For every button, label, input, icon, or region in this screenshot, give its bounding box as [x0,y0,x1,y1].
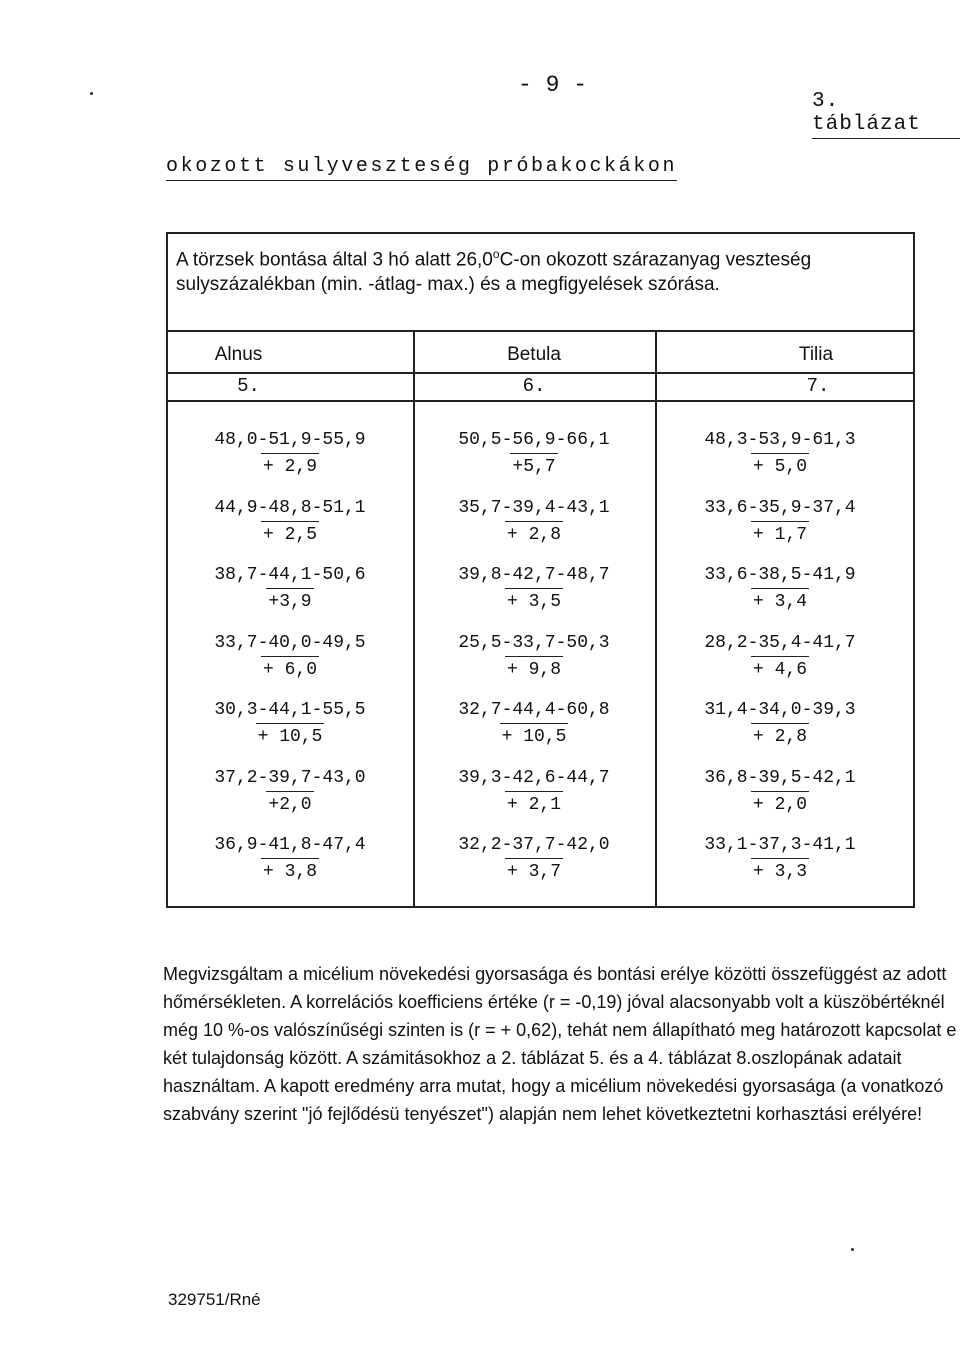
caption-pre: A törzsek bontása által 3 hó alatt 26,0 [176,249,493,271]
table-cell [660,495,900,548]
column-divider-2 [655,330,657,908]
cell-std-dev: + 10,5 [256,723,325,750]
column-name-alnus: Alnus [214,344,263,365]
table-cell [660,562,900,615]
cell-std-dev: + 2,0 [751,791,809,818]
cell-range: 39,8-42,7-48,7 [458,565,610,585]
cell-range: 37,2-39,7-43,0 [214,767,366,788]
cell-std-dev: +2,0 [266,791,313,818]
table-cell [660,630,900,683]
column-name-betula: Betula [507,344,561,365]
table-cell [170,427,410,480]
cell-range: 32,2-37,7-42,0 [458,835,610,855]
cell-range: 33,6-35,9-37,4 [704,497,856,518]
cell-range: 33,6-38,5-41,9 [704,565,856,585]
cell-range: 36,9-41,8-47,4 [214,835,366,855]
page-number: - 9 - [518,72,588,98]
body-paragraph: Megvizsgáltam a micélium növekedési gyorsasága és bontási erélye közötti összefüggést az adott hőmérsékleten. A korrelációs koefficiens értéke (r = -0,19) jóval alacsonyabb volt a küszöbértéknél még 10 %-os valószínűségi szinten is (r = + 0,62), tehát nem állapítható meg határozott kapcsolat e két tulajdonság között. A számitásokhoz a 2. táblázat 5. és a 4. táblázat 8.oszlopának adatait használtam. A kapott eredmény arra mutat, hogy a micélium növekedési gyorsasága (a vonatkozó szabvány szerint "jó fejlődésü tenyészet") alapján nem lehet következtetni korhasztási erélyére! [163,964,957,1124]
cell-std-dev: + 1,7 [751,521,809,548]
table-cell [414,427,654,480]
cell-std-dev: + 2,8 [751,723,809,750]
table-cell [414,832,654,885]
cell-range: 44,9-48,8-51,1 [214,497,366,518]
table-caption [176,242,906,297]
divider-names [166,372,915,374]
cell-std-dev: + 2,1 [505,791,563,818]
table-cell [660,697,900,750]
table-cell [414,562,654,615]
cell-range: 36,8-39,5-42,1 [704,767,856,788]
cell-range: 33,1-37,3-41,1 [704,835,856,855]
cell-range: 35,7-39,4-43,1 [458,497,610,518]
column-number-betula: 6. [522,375,546,397]
cell-range: 28,2-35,4-41,7 [704,632,856,653]
table-heading: okozott sulyveszteség próbakockákon [166,155,677,181]
table-cell [170,630,410,683]
cell-std-dev: + 3,5 [505,588,563,615]
cell-range: 48,3-53,9-61,3 [704,430,856,450]
cell-std-dev: + 2,9 [261,453,319,480]
cell-std-dev: + 2,5 [261,521,319,548]
table-cell [414,495,654,548]
divider-caption [166,330,915,332]
column-divider-1 [413,330,415,908]
table-cell [660,427,900,480]
cell-std-dev: + 10,5 [500,723,569,750]
cell-std-dev: + 3,4 [751,588,809,615]
table-cell [414,697,654,750]
table-cell [660,832,900,885]
table-cell [660,765,900,818]
caption-degree: o [492,247,500,261]
cell-std-dev: + 5,0 [751,453,809,480]
table-cell [414,630,654,683]
column-name-tilia: Tilia [798,344,834,365]
cell-std-dev: + 3,3 [751,858,809,885]
cell-std-dev: + 3,8 [261,858,319,885]
cell-std-dev: +5,7 [510,453,557,480]
divider-numbers [166,400,915,402]
cell-range: 38,7-44,1-50,6 [214,565,366,585]
table-cell [414,765,654,818]
cell-std-dev: + 6,0 [261,656,319,683]
table-cell [170,832,410,885]
footer-reference: 329751/Rné [168,1290,261,1309]
cell-range: 30,3-44,1-55,5 [214,700,366,720]
column-number-alnus: 5. [237,375,260,397]
cell-range: 32,7-44,4-60,8 [458,700,610,720]
cell-range: 48,0-51,9-55,9 [214,430,366,450]
cell-std-dev: + 9,8 [505,656,563,683]
caption-post: C-on okozott szárazanyag veszteség sulyszázalékban (min. -átlag- max.) és a megfigyelések szórása. [176,249,812,296]
cell-range: 50,5-56,9-66,1 [458,430,610,450]
cell-range: 39,3-42,6-44,7 [458,767,610,788]
table-cell [170,697,410,750]
table-cell [170,495,410,548]
cell-std-dev: +3,9 [266,588,313,615]
table-cell [170,562,410,615]
cell-std-dev: + 2,8 [505,521,563,548]
table-label: 3. táblázat [812,90,960,139]
cell-std-dev: + 3,7 [505,858,563,885]
cell-range: 33,7-40,0-49,5 [214,632,366,653]
column-number-tilia: 7. [806,375,830,397]
margin-mark [851,1248,854,1251]
cell-range: 31,4-34,0-39,3 [704,700,856,720]
cell-range: 25,5-33,7-50,3 [458,632,610,653]
cell-std-dev: + 4,6 [751,656,809,683]
margin-mark [90,92,93,95]
table-cell [170,765,410,818]
